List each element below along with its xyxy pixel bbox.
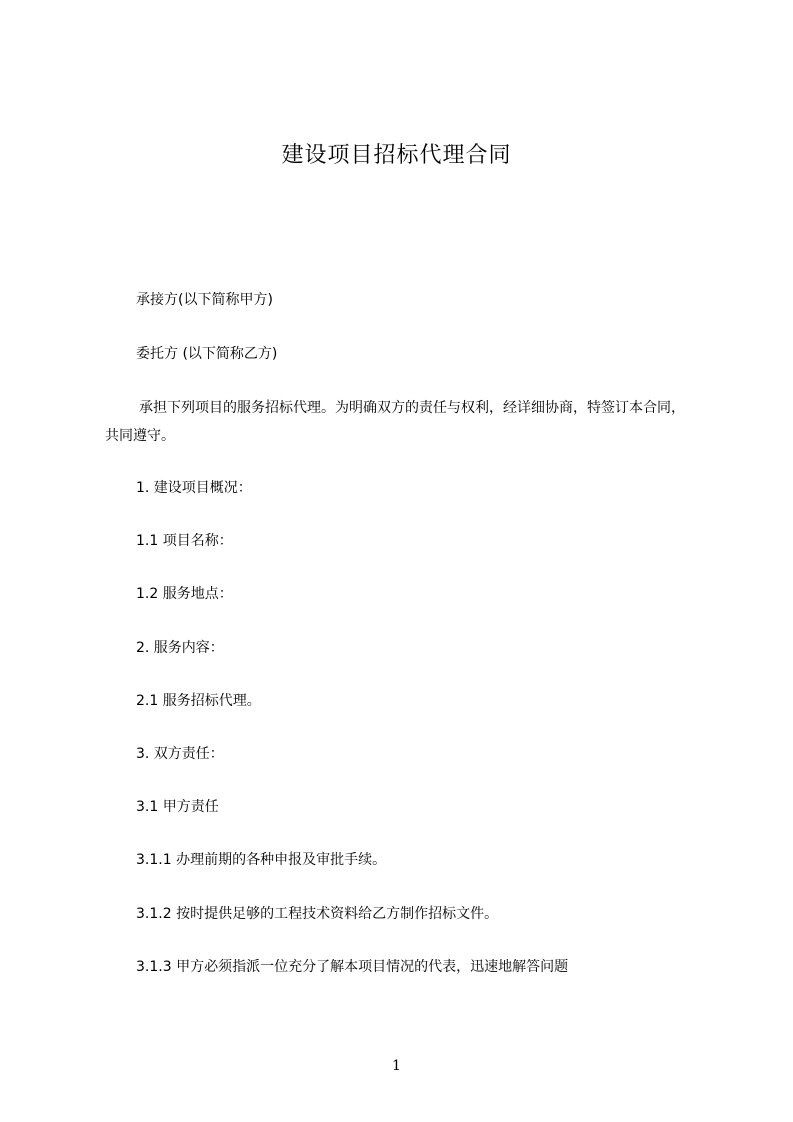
- section-2-1: 2.1 服务招标代理。: [136, 693, 261, 709]
- party-b-line: 委托方 (以下简称乙方): [136, 346, 278, 362]
- section-3-1: 3.1 甲方责任: [136, 799, 219, 815]
- section-3-1-2: 3.1.2 按时提供足够的工程技术资料给乙方制作招标文件。: [136, 906, 499, 922]
- section-1-2: 1.2 服务地点：: [136, 586, 233, 602]
- intro-paragraph: 承担下列项目的服务招标代理。为明确双方的责任与权利，经详细协商，特签订本合同，共同遵守。: [105, 400, 685, 444]
- section-2: 2. 服务内容：: [136, 640, 224, 656]
- section-3: 3. 双方责任：: [136, 746, 224, 762]
- section-1-1: 1.1 项目名称：: [136, 533, 233, 549]
- document-title: 建设项目招标代理合同: [281, 143, 512, 168]
- section-1: 1. 建设项目概况：: [136, 480, 252, 496]
- section-3-1-3: 3.1.3 甲方必须指派一位充分了解本项目情况的代表，迅速地解答问题: [136, 959, 569, 975]
- section-3-1-1: 3.1.1 办理前期的各种申报及审批手续。: [136, 852, 387, 868]
- party-a-line: 承接方(以下简称甲方): [136, 292, 273, 308]
- page-number: 1: [392, 1058, 401, 1074]
